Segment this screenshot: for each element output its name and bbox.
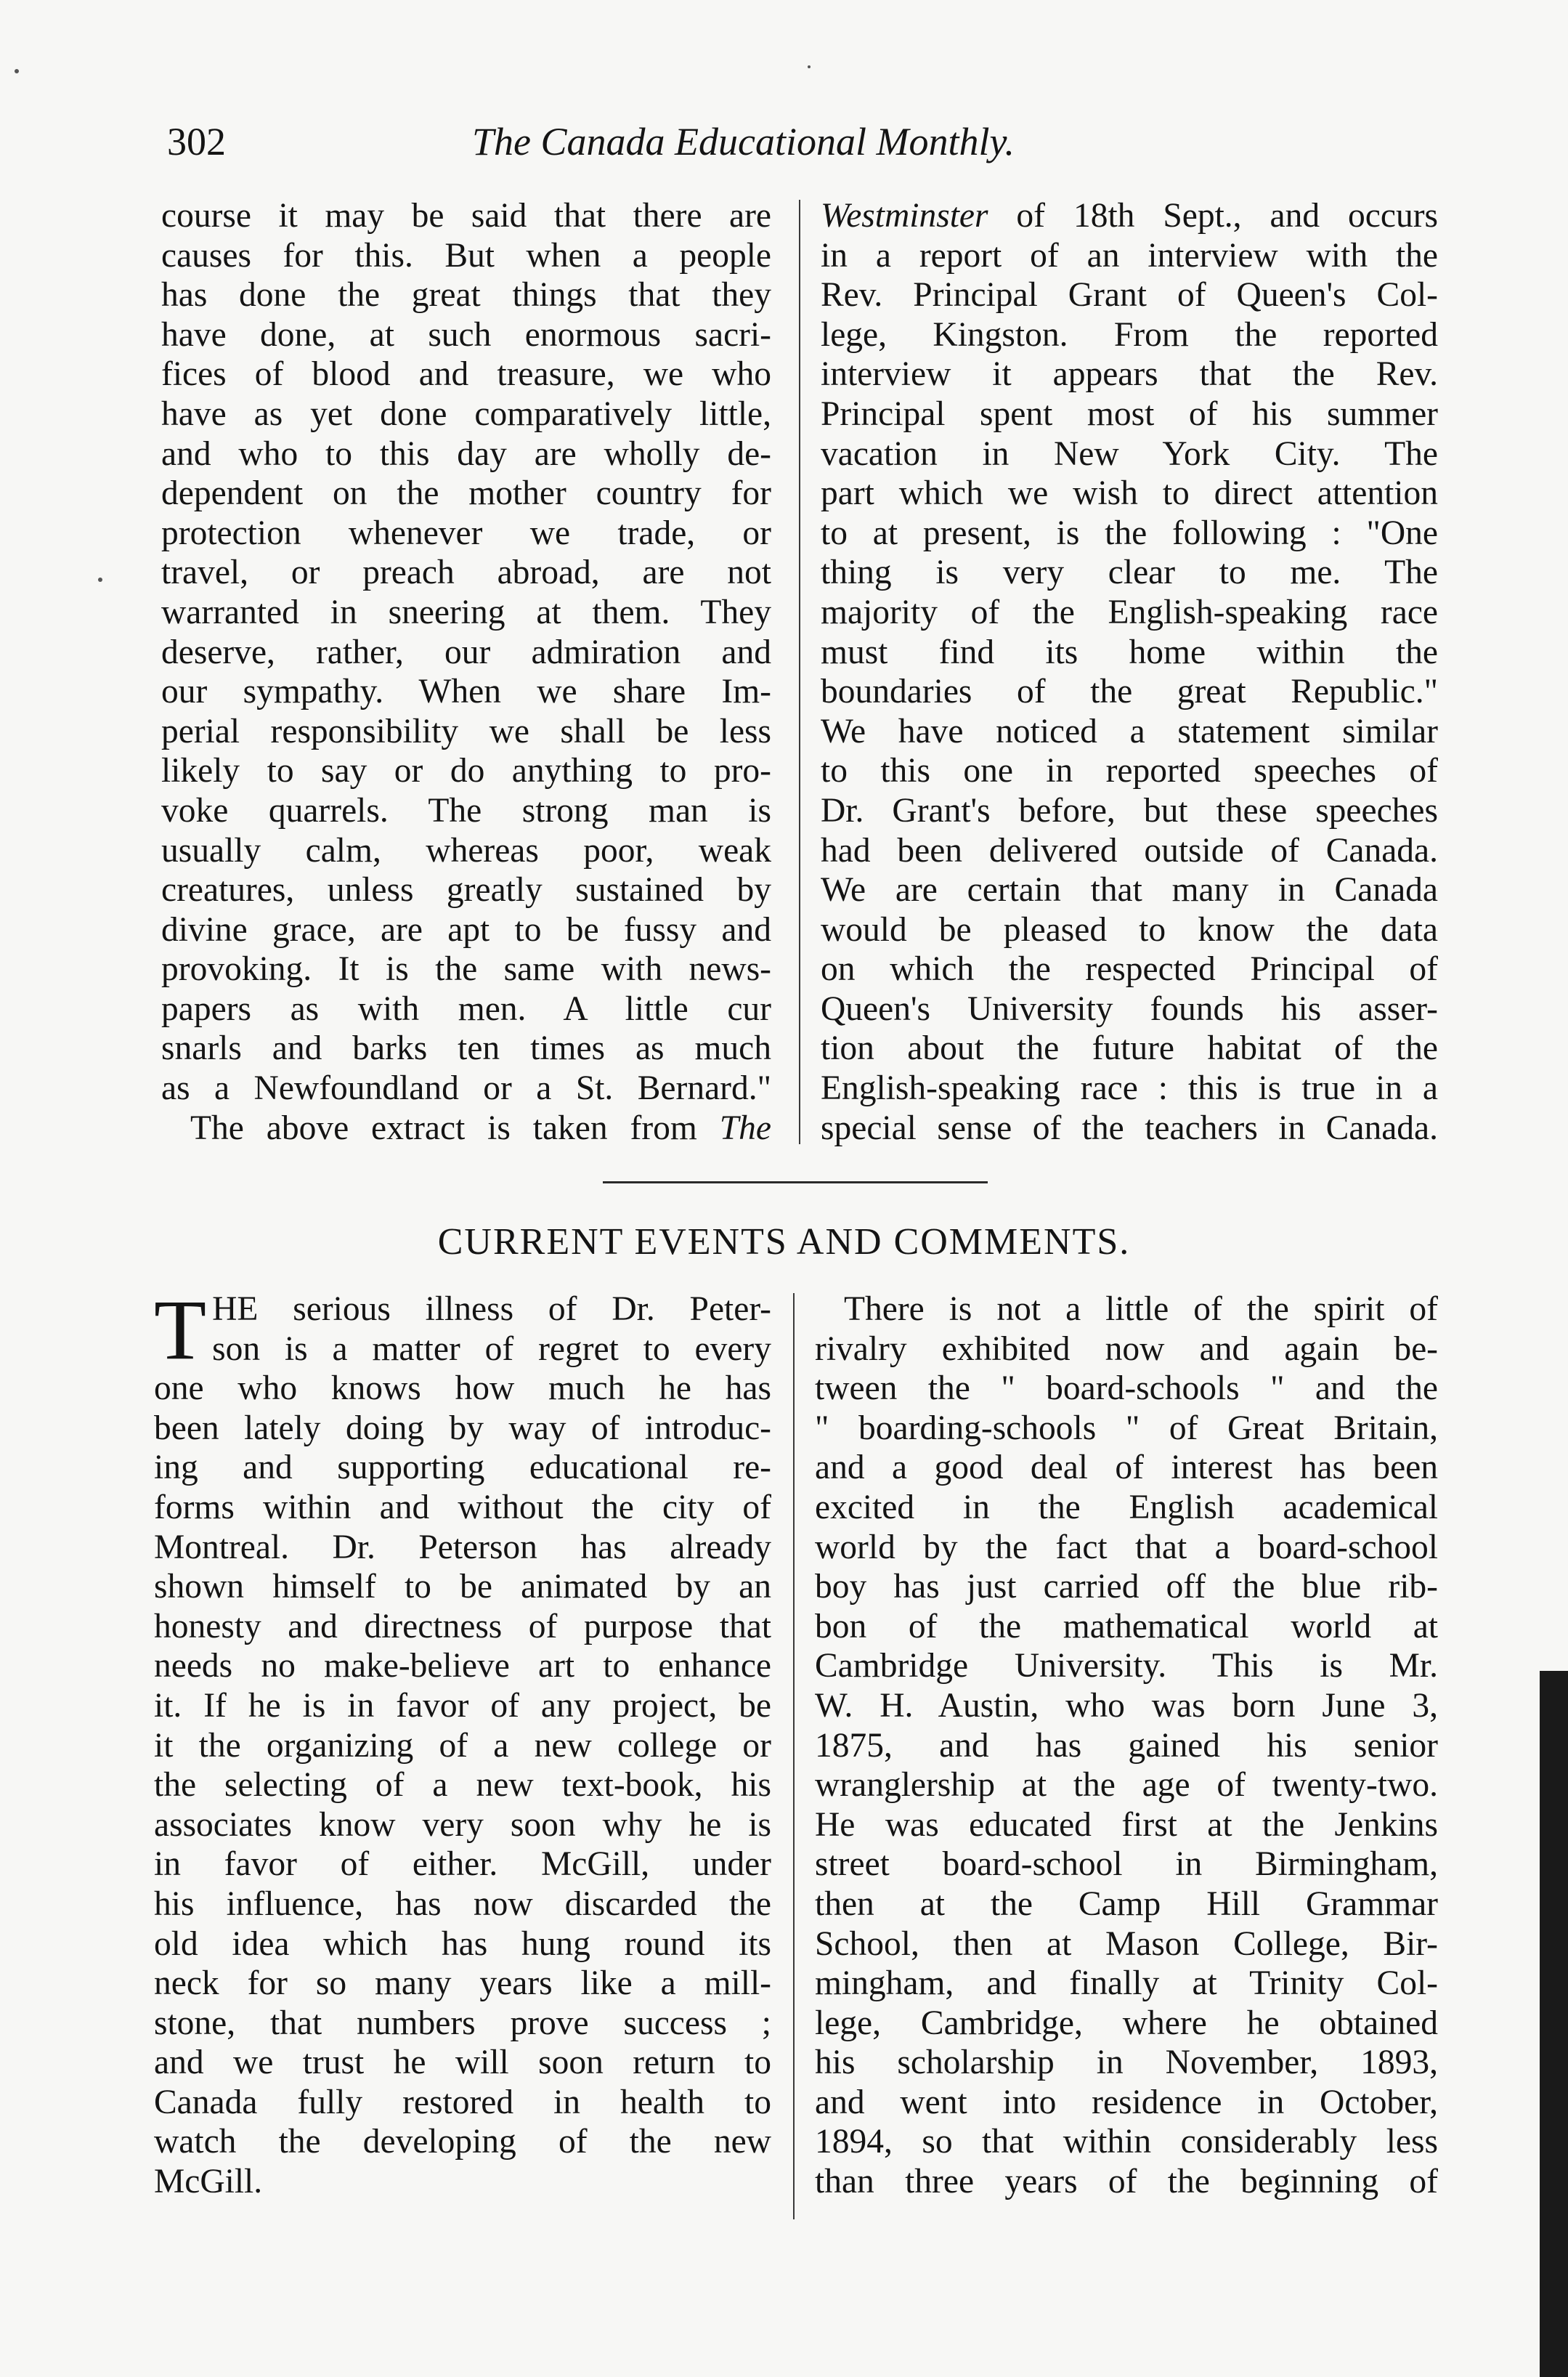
text-line: excited in the English academical [815, 1488, 1438, 1526]
top-right-column [821, 196, 1438, 1148]
text-line: voke quarrels. The strong man is [161, 791, 771, 830]
text-line: Canada fully restored in health to [154, 2083, 771, 2121]
text-line: shown himself to be animated by an [154, 1568, 771, 1606]
text-line: has done the great things that they [161, 276, 771, 315]
text-line: likely to say or do anything to pro- [161, 752, 771, 790]
section-divider [603, 1181, 988, 1183]
running-title: The Canada Educational Monthly. [472, 120, 1015, 163]
text-run: of 18th Sept., and occurs [988, 197, 1438, 235]
bottom-column-divider [793, 1293, 795, 2219]
text-line: stone, that numbers prove success ; [154, 2004, 771, 2042]
text-line: have as yet done comparatively little, [161, 394, 771, 433]
text-line: honesty and directness of purpose that [154, 1607, 771, 1645]
italic-title: The [719, 1109, 771, 1147]
text-line: as a Newfoundland or a St. Bernard." [161, 1069, 771, 1108]
text-line: divine grace, are apt to be fussy and [161, 910, 771, 949]
text-line: our sympathy. When we share Im- [161, 673, 771, 711]
italic-title: Westminster [821, 197, 988, 235]
text-line: on which the respected Principal of [821, 950, 1438, 989]
text-line: boy has just carried off the blue rib- [815, 1568, 1438, 1606]
page-number: 302 [167, 120, 226, 163]
text-line: lege, Cambridge, where he obtained [815, 2004, 1438, 2042]
scan-speck [15, 69, 19, 73]
text-line: W. H. Austin, who was born June 3, [815, 1686, 1438, 1725]
text-line: and who to this day are wholly de- [161, 434, 771, 473]
text-line: mingham, and finally at Trinity Col- [815, 1964, 1438, 2003]
text-line: to at present, is the following : "One [821, 514, 1438, 552]
bottom-left-column [154, 1282, 771, 2202]
text-line [821, 196, 1438, 236]
section-heading: CURRENT EVENTS AND COMMENTS. [437, 1221, 1131, 1263]
text-line: 1875, and has gained his senior [815, 1726, 1438, 1765]
text-line: He was educated first at the Jenkins [815, 1805, 1438, 1844]
text-line: in favor of either. McGill, under [154, 1845, 771, 1884]
bottom-right-column [815, 1289, 1438, 2202]
text-line: to this one in reported speeches of [821, 752, 1438, 790]
text-line: There is not a little of the spirit of [844, 1290, 1438, 1328]
text-line: associates know very soon why he is [154, 1805, 771, 1844]
text-line: Cambridge University. This is Mr. [815, 1647, 1438, 1685]
text-line: deserve, rather, our admiration and [161, 633, 771, 671]
text-line: dependent on the mother country for [161, 474, 771, 513]
text-line: Rev. Principal Grant of Queen's Col- [821, 276, 1438, 315]
text-line: boundaries of the great Republic." [821, 673, 1438, 711]
text-line: then at the Camp Hill Grammar [815, 1884, 1438, 1923]
text-line: rivalry exhibited now and again be- [815, 1329, 1438, 1368]
drop-cap: T [154, 1282, 207, 1377]
text-line: had been delivered outside of Canada. [821, 831, 1438, 870]
text-line: one who knows how much he has [154, 1369, 771, 1408]
text-line: bon of the mathematical world at [815, 1607, 1438, 1645]
text-line: Dr. Grant's before, but these speeches [821, 791, 1438, 830]
text-line: neck for so many years like a mill- [154, 1964, 771, 2003]
text-line: must find its home within the [821, 633, 1438, 671]
text-line: in a report of an interview with the [821, 236, 1438, 275]
text-line: the selecting of a new text-book, his [154, 1766, 771, 1805]
text-line: world by the fact that a board-school [815, 1528, 1438, 1566]
text-line: Montreal. Dr. Peterson has already [154, 1528, 771, 1566]
text-run: The above extract is taken from [190, 1109, 720, 1147]
text-line: perial responsibility we shall be less [161, 712, 771, 750]
text-line: tion about the future habitat of the [821, 1029, 1438, 1068]
text-line: provoking. It is the same with news- [161, 950, 771, 989]
top-column-divider [799, 200, 800, 1144]
text-line: McGill. [154, 2163, 263, 2201]
text-line: old idea which has hung round its [154, 1924, 771, 1963]
text-line: usually calm, whereas poor, weak [161, 831, 771, 870]
scan-speck [808, 65, 811, 68]
text-line: Principal spent most of his summer [821, 394, 1438, 433]
text-line: forms within and without the city of [154, 1488, 771, 1526]
text-line: his scholarship in November, 1893, [815, 2044, 1438, 2082]
text-line: have done, at such enormous sacri- [161, 315, 771, 354]
text-line: warranted in sneering at them. They [161, 593, 771, 631]
text-line: HE serious illness of Dr. Peter- [212, 1290, 771, 1328]
text-line: needs no make-believe art to enhance [154, 1647, 771, 1685]
text-line: been lately doing by way of introduc- [154, 1409, 771, 1447]
text-line: course it may be said that there are [161, 197, 771, 235]
page-header [0, 109, 1568, 174]
scan-edge-shadow [1540, 1671, 1568, 2377]
text-line: wranglership at the age of twenty-two. [815, 1766, 1438, 1805]
text-line: causes for this. But when a people [161, 236, 771, 275]
text-line: son is a matter of regret to every [212, 1329, 771, 1368]
text-line: papers as with men. A little cur [161, 989, 771, 1028]
text-line: thing is very clear to me. The [821, 554, 1438, 592]
text-line: lege, Kingston. From the reported [821, 315, 1438, 354]
text-line: 1894, so that within considerably less [815, 2123, 1438, 2161]
text-line: would be pleased to know the data [821, 910, 1438, 949]
text-line: We have noticed a statement similar [821, 712, 1438, 750]
text-line: fices of blood and treasure, we who [161, 355, 771, 394]
text-line: We are certain that many in Canada [821, 871, 1438, 910]
text-line: and went into residence in October, [815, 2083, 1438, 2121]
text-line: majority of the English-speaking race [821, 593, 1438, 631]
text-line: English-speaking race : this is true in a [821, 1069, 1438, 1108]
text-line: vacation in New York City. The [821, 434, 1438, 473]
text-line: tween the " board-schools " and the [815, 1369, 1438, 1408]
text-line [161, 1109, 771, 1149]
text-line: snarls and barks ten times as much [161, 1029, 771, 1068]
text-line: it. If he is in favor of any project, be [154, 1686, 771, 1725]
text-line: School, then at Mason College, Bir- [815, 1924, 1438, 1963]
text-line: Queen's University founds his asser- [821, 989, 1438, 1028]
top-left-column [161, 196, 771, 1148]
text-line: protection whenever we trade, or [161, 514, 771, 552]
text-line: " boarding-schools " of Great Britain, [815, 1409, 1438, 1447]
text-line: interview it appears that the Rev. [821, 355, 1438, 394]
text-line: it the organizing of a new college or [154, 1726, 771, 1765]
text-line: creatures, unless greatly sustained by [161, 871, 771, 910]
text-line: his influence, has now discarded the [154, 1884, 771, 1923]
text-line: travel, or preach abroad, are not [161, 554, 771, 592]
scan-speck [98, 578, 102, 582]
text-line: than three years of the beginning of [815, 2163, 1438, 2201]
text-line: special sense of the teachers in Canada. [821, 1109, 1438, 1147]
text-line: watch the developing of the new [154, 2123, 771, 2161]
text-line: ing and supporting educational re- [154, 1449, 771, 1487]
text-line: street board-school in Birmingham, [815, 1845, 1438, 1884]
text-line: and we trust he will soon return to [154, 2044, 771, 2082]
text-line: and a good deal of interest has been [815, 1449, 1438, 1487]
text-line: part which we wish to direct attention [821, 474, 1438, 513]
